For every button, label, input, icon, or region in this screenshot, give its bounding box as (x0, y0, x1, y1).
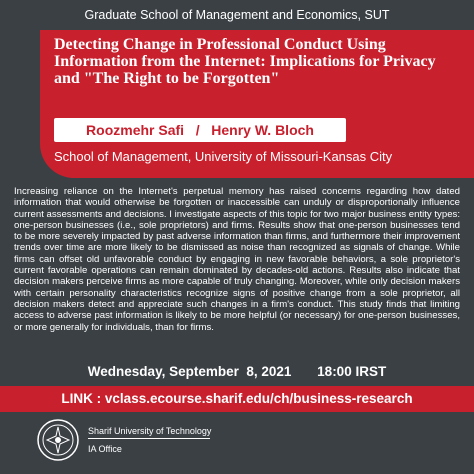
university-name: Sharif University of Technology (88, 426, 212, 436)
talk-title: Detecting Change in Professional Conduct Using Information from the Internet: Implications for Privacy and "The Right to be Forgotten" (54, 36, 436, 87)
footer-divider (88, 438, 210, 439)
footer-text (88, 424, 211, 456)
event-time: 18:00 IRST (317, 364, 387, 379)
affiliation: School of Management, University of Missouri-Kansas City (54, 149, 393, 164)
university-logo-icon (36, 418, 80, 462)
link-bar[interactable]: LINK : vclass.ecourse.sharif.edu/ch/business-research (0, 386, 474, 412)
event-date: Wednesday, September 8, 2021 (87, 364, 292, 379)
school-header: Graduate School of Management and Economics, SUT (84, 8, 390, 22)
title-panel (40, 30, 474, 178)
abstract-text: Increasing reliance on the Internet's perpetual memory has raised concerns regarding how dated information that would otherwise be forgotten or inaccessible can unduly or disproportionally influence current assessments and decisions. I investigate aspects of this topic for two major business entity types: one-person businesses (i.e., sole proprietors) and firms. Results show that one-person businesses tend to be more severely impacted by past adverse information than firms, and furthermore their improvement trends over time are more likely to be dismissed as noise than recognized as signals of change. While firms can offset old unfavorable conduct by engaging in new favorable behaviors, a sole proprietor's current favorable operations can remain dominated by decades-old actions. Results also indicate that decision makers perceive firms as more capable of truly changing. Moreover, while only decision makers with certain personality characteristics recognize signs of positive change from a sole proprietor, all decision makers detect and appreciate such changes in a firm's conduct. This study finds that limiting access to adverse past information is likely to be more helpful (or necessary) for one-person businesses, or more generally for individuals, than for firms. (14, 186, 460, 333)
date-time-line (0, 364, 474, 379)
authors-label: Roozmehr Safi / Henry W. Bloch (54, 118, 346, 142)
office-name: IA Office (88, 444, 122, 454)
